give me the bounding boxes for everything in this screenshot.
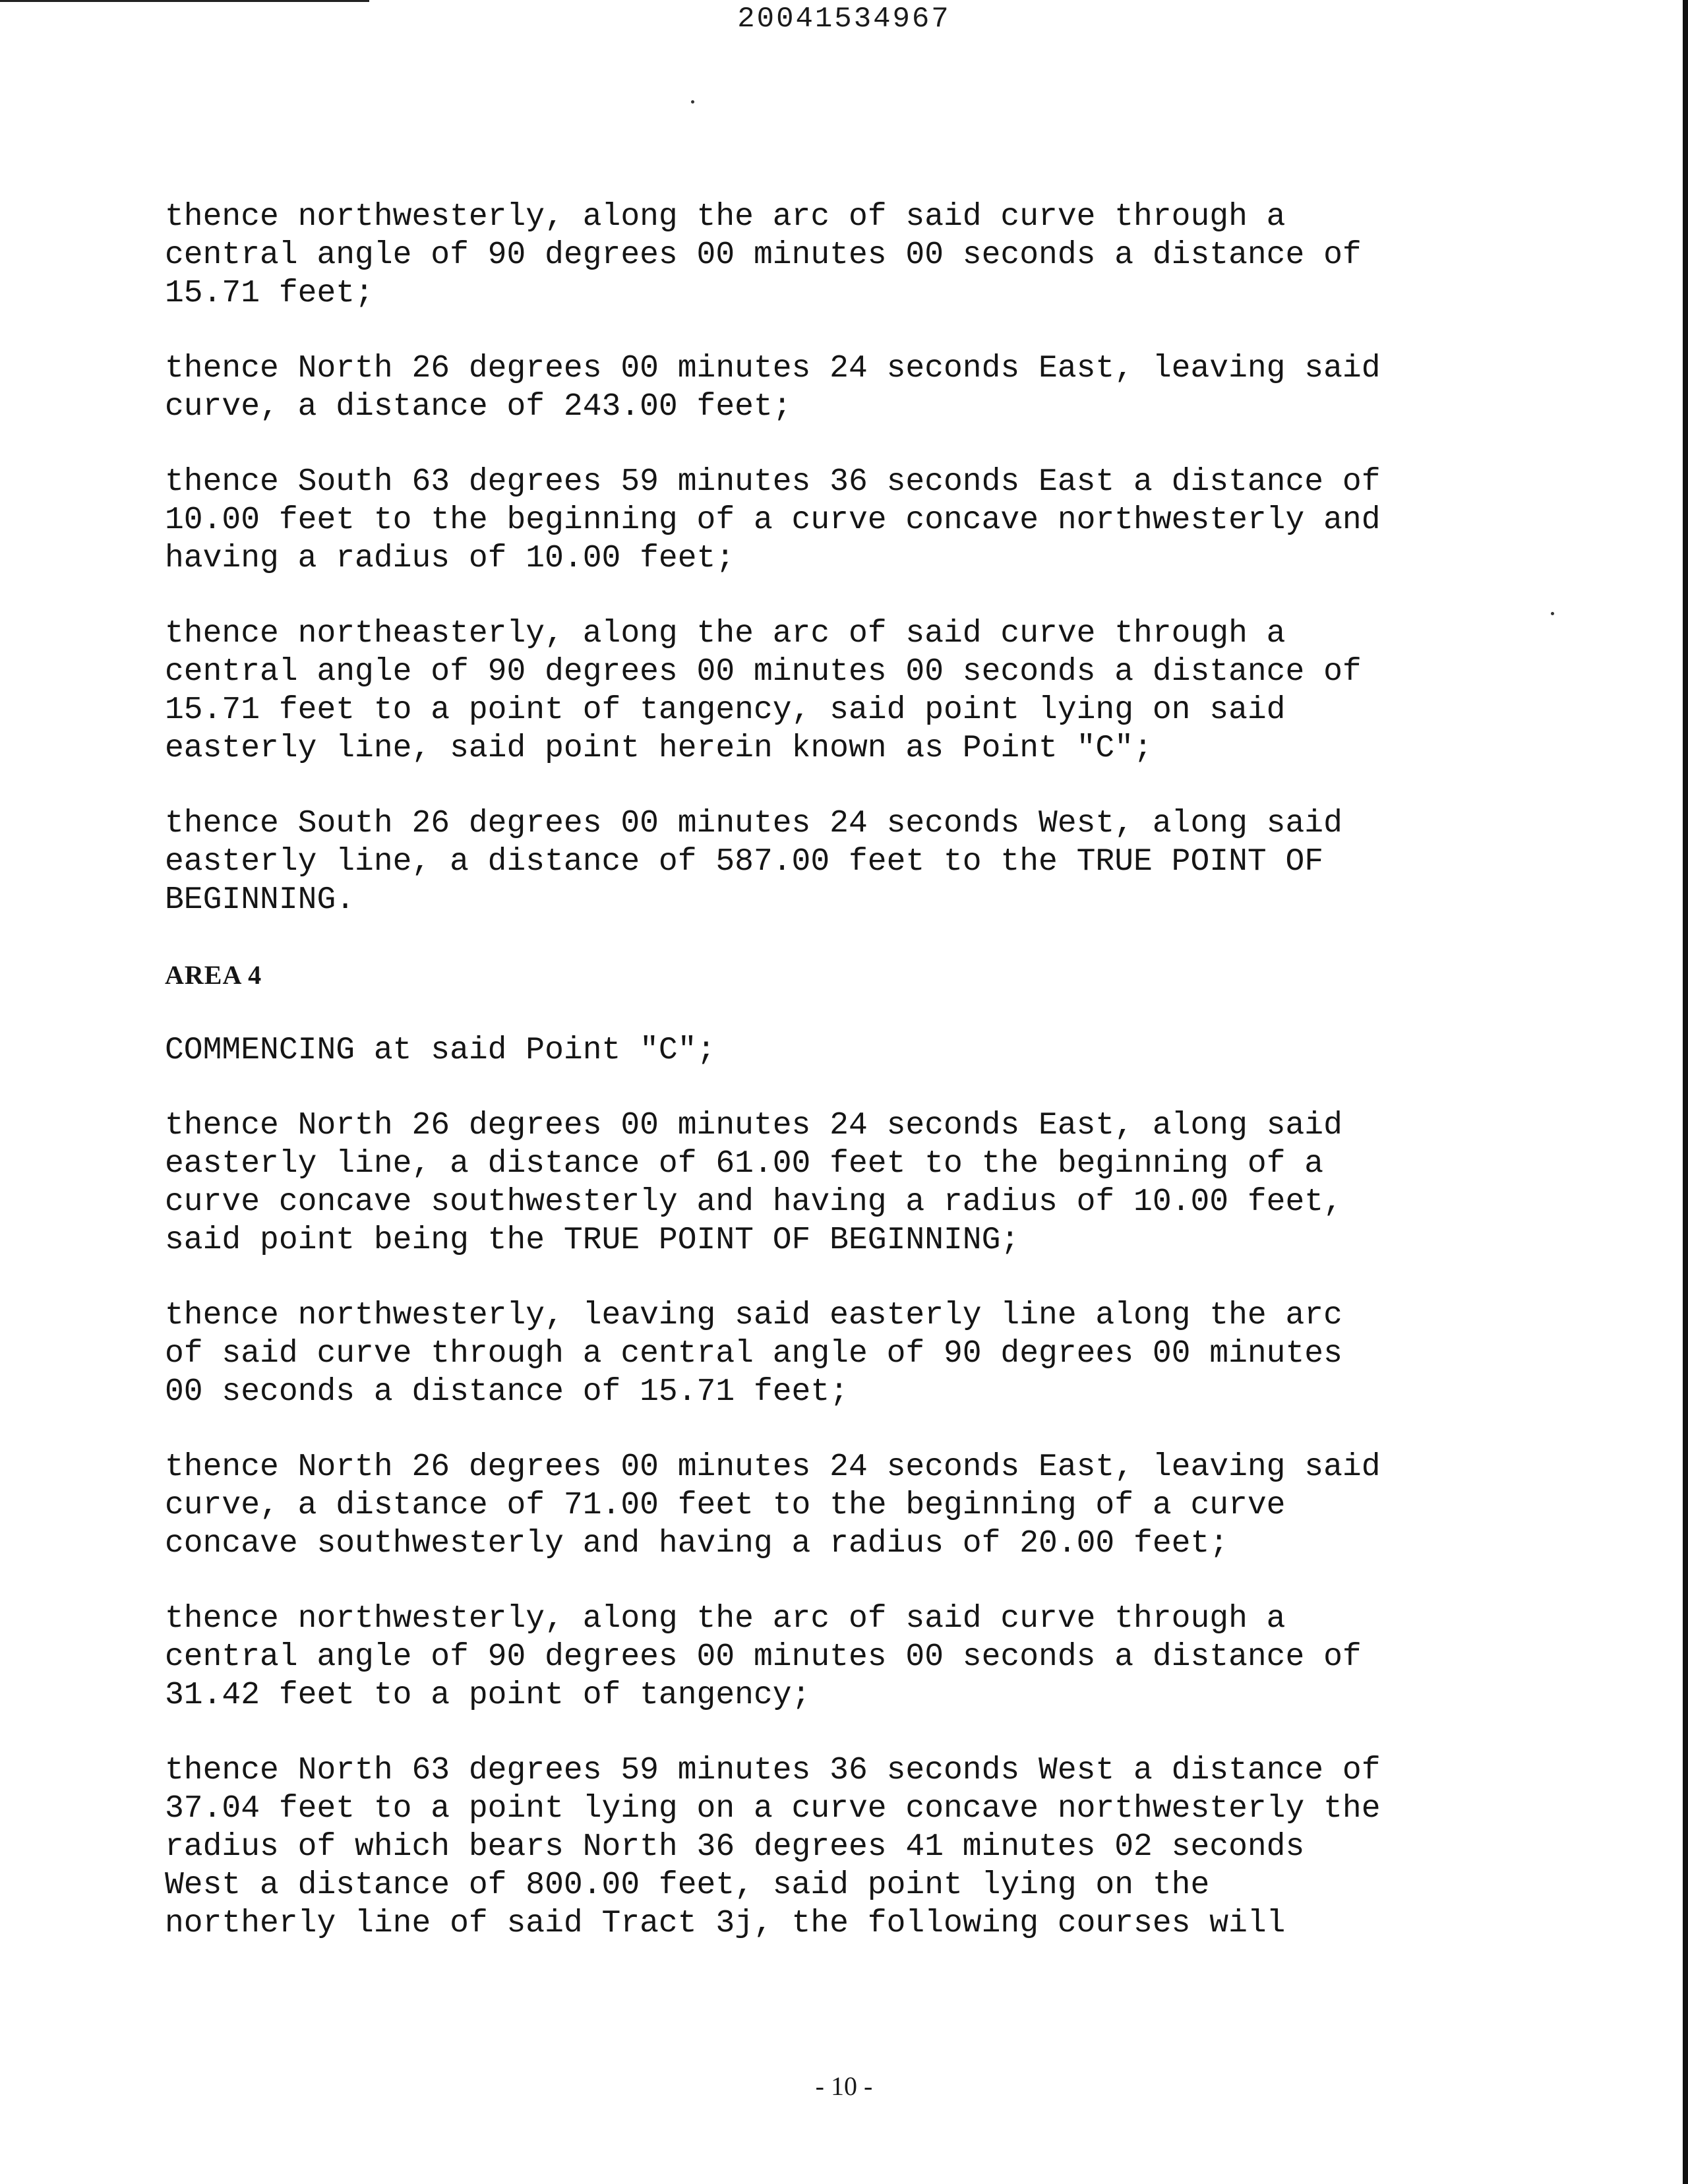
text-line: thence northwesterly, leaving said easterly line along the arc [165,1298,1342,1333]
text-line: thence North 26 degrees 00 minutes 24 seconds East, leaving said [165,1449,1381,1485]
paragraphs-before [165,198,1484,919]
paragraph [165,1031,1484,1070]
text-line: thence North 26 degrees 00 minutes 24 seconds East, along said [165,1108,1342,1143]
paragraph [165,463,1484,578]
text-line: 10.00 feet to the beginning of a curve concave northwesterly and [165,502,1381,538]
text-line: COMMENCING at said Point "C"; [165,1033,716,1068]
text-line: northerly line of said Tract 3j, the following courses will [165,1906,1286,1941]
scan-top-rule [0,0,369,2]
scan-right-border [1683,0,1688,2184]
text-line: easterly line, a distance of 61.00 feet to the beginning of a [165,1146,1324,1182]
scan-speck [691,100,694,104]
area-heading: AREA 4 [165,960,262,990]
paragraph [165,615,1484,768]
text-line: having a radius of 10.00 feet; [165,541,735,576]
text-line: West a distance of 800.00 feet, said point lying on the [165,1867,1210,1903]
text-line: thence northwesterly, along the arc of said curve through a [165,199,1286,235]
text-line: central angle of 90 degrees 00 minutes 00 seconds a distance of [165,1639,1362,1675]
text-line: 15.71 feet to a point of tangency, said point lying on said [165,692,1286,728]
paragraph [165,349,1484,426]
text-line: thence North 63 degrees 59 minutes 36 seconds West a distance of [165,1753,1381,1788]
legal-description-body [165,198,1484,1980]
document-number: 20041534967 [737,3,951,36]
paragraph [165,804,1484,919]
paragraph [165,1448,1484,1563]
text-line: said point being the TRUE POINT OF BEGINNING; [165,1223,1020,1258]
text-line: thence northeasterly, along the arc of said curve through a [165,616,1286,652]
text-line: thence South 63 degrees 59 minutes 36 seconds East a distance of [165,464,1381,500]
text-line: of said curve through a central angle of 90 degrees 00 minutes [165,1336,1342,1372]
page-number: - 10 - [815,2071,873,2101]
paragraph [165,1296,1484,1411]
text-line: thence South 26 degrees 00 minutes 24 seconds West, along said [165,806,1342,841]
paragraph [165,1600,1484,1714]
text-line: 00 seconds a distance of 15.71 feet; [165,1374,849,1410]
text-line: concave southwesterly and having a radius of 20.00 feet; [165,1526,1229,1562]
text-line: easterly line, a distance of 587.00 feet to the TRUE POINT OF [165,844,1324,880]
text-line: easterly line, said point herein known as Point "C"; [165,731,1153,766]
text-line: curve, a distance of 71.00 feet to the beginning of a curve [165,1488,1286,1523]
paragraph [165,1107,1484,1259]
scan-speck [1551,612,1554,615]
text-line: thence North 26 degrees 00 minutes 24 seconds East, leaving said [165,351,1381,386]
text-line: 15.71 feet; [165,276,374,311]
text-line: 37.04 feet to a point lying on a curve concave northwesterly the [165,1791,1381,1827]
text-line: thence northwesterly, along the arc of said curve through a [165,1601,1286,1637]
text-line: radius of which bears North 36 degrees 41 minutes 02 seconds [165,1829,1305,1865]
paragraph [165,1751,1484,1943]
text-line: central angle of 90 degrees 00 minutes 00 seconds a distance of [165,654,1362,690]
text-line: BEGINNING. [165,882,355,918]
paragraphs-after [165,1031,1484,1943]
paragraph [165,198,1484,313]
text-line: central angle of 90 degrees 00 minutes 00 seconds a distance of [165,237,1362,273]
text-line: curve, a distance of 243.00 feet; [165,389,792,425]
text-line: 31.42 feet to a point of tangency; [165,1678,811,1713]
text-line: curve concave southwesterly and having a radius of 10.00 feet, [165,1184,1342,1220]
